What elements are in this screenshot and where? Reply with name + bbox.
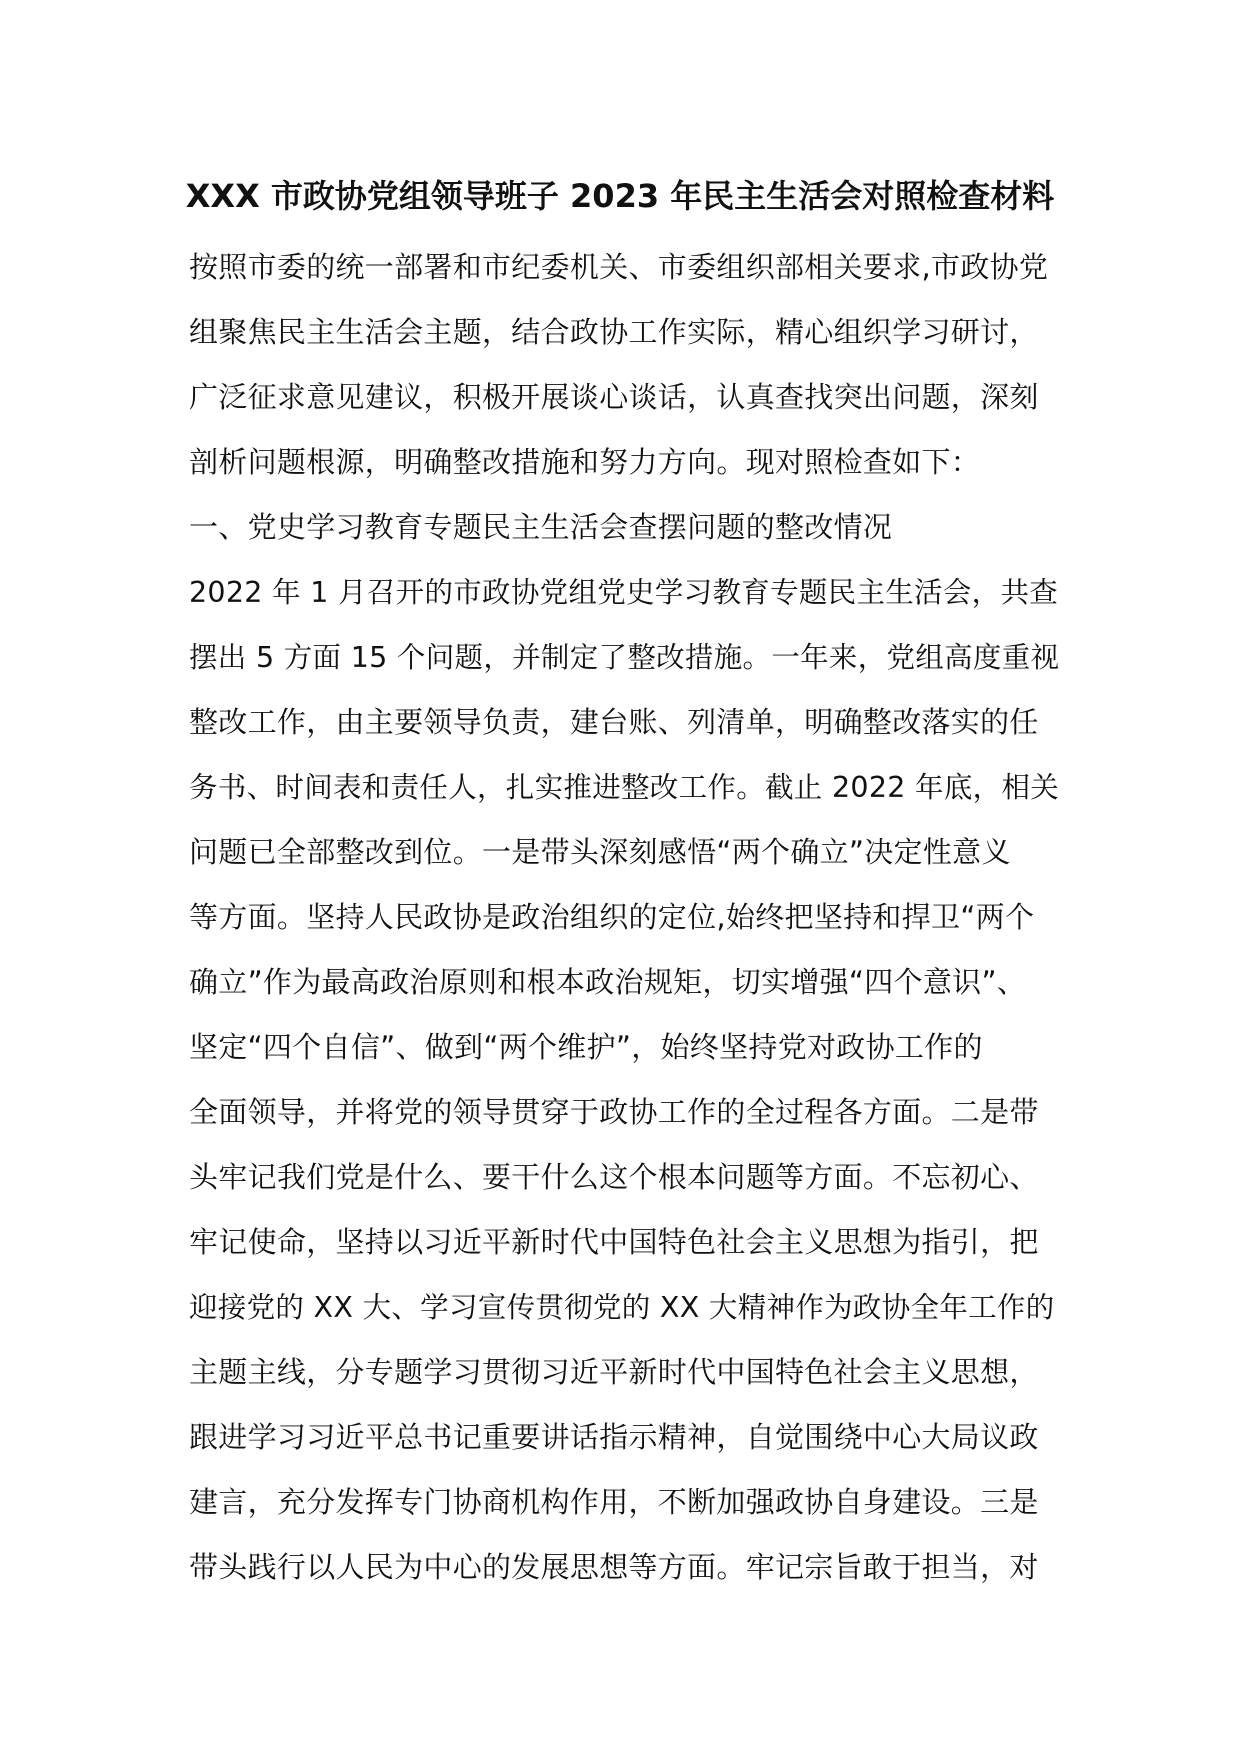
body-line: 跟进学习习近平总书记重要讲话指示精神，自觉围绕中心大局议政 [189,1420,1039,1454]
document-title: XXX 市政协党组领导班子 2023 年民主生活会对照检查材料 [185,177,1055,215]
body-line: 建言，充分发挥专门协商机构作用，不断加强政协自身建设。三是 [189,1485,1039,1519]
body-line: 确立”作为最高政治原则和根本政治规矩，切实增强“四个意识”、 [189,965,1027,999]
body-line: 头牢记我们党是什么、要干什么这个根本问题等方面。不忘初心、 [189,1160,1039,1194]
section-heading: 一、党史学习教育专题民主生活会查摆问题的整改情况 [189,510,893,544]
document-body [189,235,1069,1600]
body-line: 迎接党的 XX 大、学习宣传贯彻党的 XX 大精神作为政协全年工作的 [189,1291,1055,1324]
body-line: 广泛征求意见建议，积极开展谈心谈话，认真查找突出问题，深刻 [189,380,1039,414]
body-line: 主题主线，分专题学习贯彻习近平新时代中国特色社会主义思想， [189,1355,1039,1389]
body-line: 整改工作，由主要领导负责，建台账、列清单，明确整改落实的任 [189,705,1039,739]
body-line: 按照市委的统一部署和市纪委机关、市委组织部相关要求,市政协党 [189,250,1049,284]
body-line: 坚定“四个自信”、做到“两个维护”，始终坚持党对政协工作的 [189,1030,983,1064]
body-line: 全面领导，并将党的领导贯穿于政协工作的全过程各方面。二是带 [189,1095,1039,1129]
body-line: 务书、时间表和责任人，扎实推进整改工作。截止 2022 年底，相关 [189,771,1060,804]
body-line: 组聚焦民主生活会主题，结合政协工作实际，精心组织学习研讨， [189,315,1039,349]
body-line: 剖析问题根源，明确整改措施和努力方向。现对照检查如下： [189,445,981,479]
body-line: 2022 年 1 月召开的市政协党组党史学习教育专题民主生活会，共查 [189,576,1059,609]
body-line: 等方面。坚持人民政协是政治组织的定位,始终把坚持和捍卫“两个 [189,900,1035,934]
body-line: 问题已全部整改到位。一是带头深刻感悟“两个确立”决定性意义 [189,835,1011,869]
body-line: 牢记使命，坚持以习近平新时代中国特色社会主义思想为指引，把 [189,1225,1039,1259]
body-line: 带头践行以人民为中心的发展思想等方面。牢记宗旨敢于担当，对 [189,1550,1039,1584]
body-line: 摆出 5 方面 15 个问题，并制定了整改措施。一年来，党组高度重视 [189,641,1060,674]
